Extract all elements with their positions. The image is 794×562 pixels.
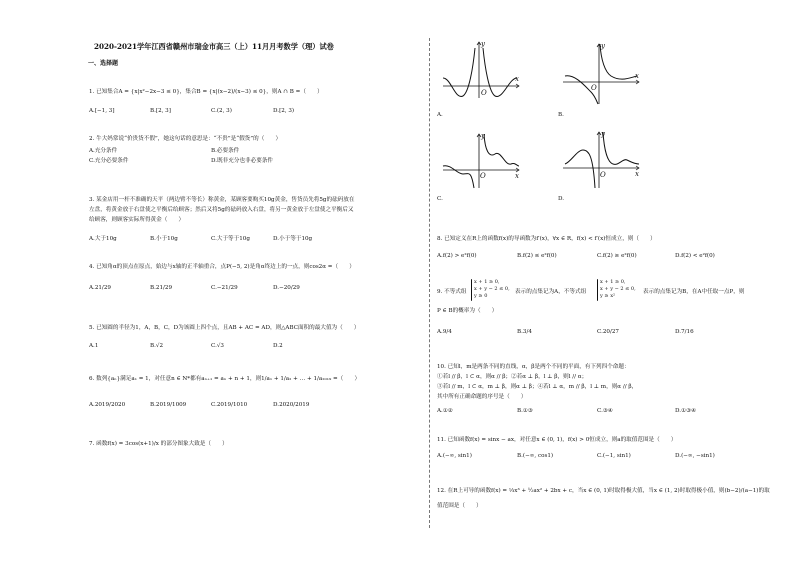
question-stem-line: 其中所有正确命题的序号是（ ） [437,394,527,400]
question-stem-line: ③若l // m，l ⊂ α，m ⊥ β，则α ⊥ β；④若l ⊥ α，m // β，l ⊥ m，则α // β， [437,384,638,390]
option-a: A.(−∞, sin1) [437,453,472,459]
y-axis-label: y [601,130,605,138]
option-d: D.7/16 [675,329,694,335]
question-stem-part: P ∈ B的概率为（ ） [437,308,498,314]
question-stem: 4. 已知角α的顶点在原点，始边与x轴的正半轴重合，点P(−5, 2)是角α终边上的一点，则cos2α =（ ） [89,264,355,270]
question-stem-part: 表示的点集记为A，不等式组 [515,289,587,295]
graph-a [441,38,521,100]
option-a: A.[−1, 3] [89,108,115,114]
option-a: A.大于10g [89,236,117,242]
option-b: B.(−∞, cos1) [517,453,554,459]
graph-d [561,128,641,190]
option-c: C.(2, 3) [211,108,232,114]
option-d: D.(−∞, −sin1) [675,453,715,459]
option-a: A.①② [437,408,453,414]
option-a: A.1 [89,343,99,349]
option-c: C.20/27 [597,329,619,335]
option-c: C.大于等于10g [211,236,250,242]
graph-b-label: B. [558,112,564,118]
option-c: C.−21/29 [211,285,238,291]
graph-d-label: D. [558,196,565,202]
option-c: C.√3 [211,343,224,349]
option-b: B.2019/1009 [150,402,187,408]
origin-label: O [591,84,597,92]
graph-b [561,40,641,106]
column-divider [429,38,430,528]
page-title: 2020-2021学年江西省赣州市瑞金市高三（上）11月月考数学（理）试卷 [94,42,334,51]
question-stem-line: 10. 已知l，m是两条不同的直线，α，β是两个不同的平面，有下列四个命题： [437,364,630,370]
question-7-stem: 7. 函数f(x) = 3cos(x+1)/x 的部分图象大致是（ ） [89,441,228,447]
option-b: B.小于10g [150,236,178,242]
option-a: A.21/29 [89,285,111,291]
brace [597,279,598,301]
question-stem-part: 表示的点集记为B，在A中任取一点P，则 [643,289,745,295]
option-c: C.f(2) ≥ e²f(0) [597,253,637,259]
question-stem-line: 给顾客，则顾客实际所得黄金（ ） [89,217,185,223]
option-d: D.2 [273,343,283,349]
x-axis-label: x [635,170,639,178]
system-line: x + y − 2 ≤ 0, [474,286,510,292]
option-d: D.−20/29 [273,285,300,291]
question-stem: 6. 数列{aₙ}满足a₁ = 1，对任意n ∈ N*都有aₙ₊₁ = aₙ + n + 1，则1/a₁ + 1/a₂ + … + 1/a₂₀₁₉ =（ ） [89,376,361,382]
option-b: B.√2 [150,343,164,349]
x-axis-label: x [515,172,519,180]
option-d: D.小于等于10g [273,236,313,242]
system-line: x + 1 ≥ 0, [474,279,500,285]
question-stem-line: 左盘，将黄金放于右盘使之平衡后给顾客；然后又将5g的砝码放入右盘，将另一黄金放于左盘使之平衡后又 [89,207,354,213]
origin-label: O [600,171,606,179]
option-c: C.充分必要条件 [89,158,129,164]
option-c: C.③④ [597,408,613,414]
option-c: C.2019/1010 [211,402,248,408]
question-stem-line: 12. 在R上可导的函数f(x) = ⅓x³ + ½ax² + 2bx + c，当x ∈ (0, 1)时取得极大值，当x ∈ (1, 2)时取得极小值，则(b−2)/(a−1)的取 [437,488,770,494]
option-b: B.必要条件 [211,148,240,154]
option-a: A.充分条件 [89,148,118,154]
section-heading: 一、选择题 [88,60,119,67]
question-stem: 8. 已知定义在R上的函数f(x)的导函数为f′(x)，∀x ∈ R，f(x) < f′(x)恒成立，则（ ） [437,236,656,242]
x-axis-label: x [635,72,639,80]
question-stem: 5. 已知圆的半径为1，A，B，C，D为该圆上四个点，且AB + AC = AD，则△ABC面积的最大值为（ ） [89,325,360,331]
question-stem-part: 9. 不等式组 [437,289,467,295]
system-line: x + y − 2 ≤ 0, [600,286,636,292]
y-axis-label: y [601,42,605,50]
question-stem: 1. 已知集合A = {x|x²−2x−3 ≤ 0}，集合B = {x|(x−2)/(x−3) ≤ 0}，则A ∩ B =（ ） [89,89,323,95]
question-stem-line: 值范围是（ ） [437,503,482,509]
system-line: y ≥ 0 [474,293,488,299]
origin-label: O [480,172,486,180]
y-axis-label: y [481,132,485,140]
origin-label: O [481,89,487,97]
option-b: B.①③ [517,408,533,414]
y-axis-label: y [481,40,485,48]
option-b: B.3/4 [517,329,532,335]
x-axis-label: x [515,75,519,83]
option-d: D.[2, 3) [273,108,295,114]
option-d: D.①③④ [675,408,697,414]
option-b: B.[2, 3] [150,108,171,114]
option-c: C.(−1, sin1) [597,453,631,459]
system-line: y ≥ x² [600,293,616,299]
brace [471,279,472,301]
option-a: A.2019/2020 [89,402,126,408]
question-stem-line: 3. 某金店用一杆不准确的天平（两边臂不等长）称黄金，某顾客要购买10g黄金，售货员先将5g的砝码放在 [89,197,355,203]
graph-a-label: A. [437,112,443,118]
option-d: D.2020/2019 [273,402,310,408]
question-stem: 11. 已知函数f(x) = sinx − ax，对任意x ∈ (0, 1)，f(x) > 0恒成立，则a的取值范围是（ ） [437,437,677,443]
system-line: x + 1 ≥ 0, [600,279,626,285]
question-stem-line: ①若l // β，l ⊂ α，则α // β；②若α ⊥ β，l ⊥ β，则l // α； [437,374,588,380]
graph-c [441,130,521,190]
option-a: A.9/4 [437,329,452,335]
option-b: B.f(2) ≤ e²f(0) [517,253,557,259]
question-stem: 2. 牛大妈常说“价贵货不假”，她这句话的意思是：“不贵”是“假货”的（ ） [89,136,282,142]
option-a: A.f(2) > e²f(0) [437,253,477,259]
graph-c-label: C. [437,196,443,202]
option-d: D.f(2) < e²f(0) [675,253,715,259]
option-b: B.21/29 [150,285,173,291]
option-d: D.既非充分也非必要条件 [211,158,274,164]
